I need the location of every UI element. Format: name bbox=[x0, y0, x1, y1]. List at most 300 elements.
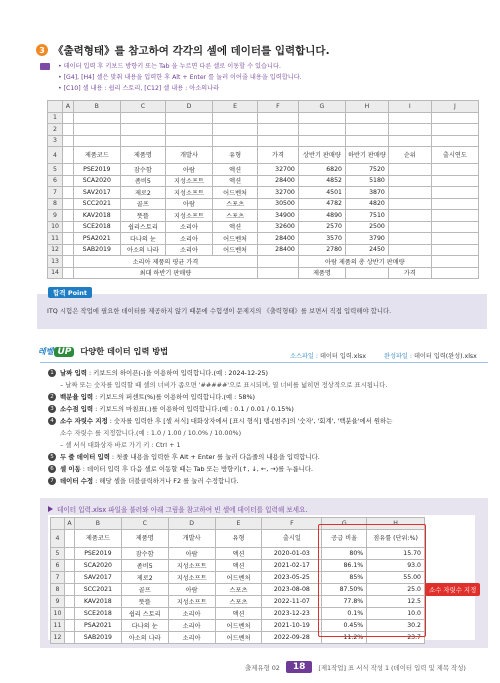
cell[interactable] bbox=[63, 147, 74, 164]
cell[interactable] bbox=[431, 112, 478, 124]
cell[interactable]: 아소의 나라 bbox=[121, 631, 168, 643]
cell[interactable]: 2021-02-17 bbox=[262, 559, 322, 571]
cell[interactable]: 제품명 bbox=[120, 147, 165, 164]
cell[interactable]: 쉽리스토리 bbox=[120, 221, 165, 233]
cell[interactable] bbox=[213, 112, 258, 124]
cell[interactable] bbox=[298, 124, 345, 136]
cell[interactable]: 5180 bbox=[346, 175, 389, 187]
cell[interactable] bbox=[120, 124, 165, 136]
cell[interactable]: SAV2017 bbox=[74, 571, 121, 583]
cell[interactable] bbox=[64, 583, 74, 595]
cell[interactable]: 4501 bbox=[298, 187, 345, 199]
cell[interactable]: 잠수함 bbox=[120, 164, 165, 176]
cell[interactable] bbox=[73, 135, 120, 147]
table-row bbox=[48, 267, 479, 279]
cell[interactable]: SCE2018 bbox=[73, 221, 120, 233]
table-row bbox=[48, 233, 479, 245]
cell[interactable]: SCC2021 bbox=[74, 583, 121, 595]
cell[interactable]: 지성소프트 bbox=[165, 210, 212, 222]
cell[interactable]: 잠수함 bbox=[121, 547, 168, 559]
cell[interactable]: 상반기 판매량 bbox=[298, 147, 345, 164]
cell[interactable]: 어드벤처 bbox=[213, 187, 258, 199]
cell[interactable] bbox=[298, 112, 345, 124]
cell[interactable] bbox=[63, 244, 74, 256]
cell[interactable]: 제품명 bbox=[298, 267, 345, 279]
cell[interactable]: 4890 bbox=[298, 210, 345, 222]
cell[interactable]: 32700 bbox=[258, 187, 299, 199]
column-header[interactable]: E bbox=[215, 518, 262, 530]
cell[interactable] bbox=[388, 175, 431, 187]
cell[interactable]: 2570 bbox=[298, 221, 345, 233]
cell[interactable]: 2500 bbox=[346, 221, 389, 233]
cell[interactable]: 10.0 bbox=[367, 607, 425, 619]
cell[interactable] bbox=[258, 256, 299, 268]
cell[interactable]: KAV2018 bbox=[73, 210, 120, 222]
cell[interactable] bbox=[388, 210, 431, 222]
cell[interactable]: 0.45% bbox=[322, 619, 367, 631]
cell[interactable] bbox=[431, 135, 478, 147]
cell[interactable] bbox=[63, 187, 74, 199]
cell[interactable]: 55.00 bbox=[367, 571, 425, 583]
cell[interactable]: 소리아 bbox=[168, 607, 215, 619]
tip-text: – 셀 서식 대화상자 바로 가기 키 : Ctrl + 1 bbox=[60, 441, 181, 449]
cell[interactable]: 액션 bbox=[215, 559, 262, 571]
cell[interactable]: 액션 bbox=[215, 607, 262, 619]
row-number[interactable]: 12 bbox=[51, 631, 65, 643]
cell[interactable]: 아람 bbox=[168, 547, 215, 559]
cell[interactable]: 다나의 눈 bbox=[120, 233, 165, 245]
cell[interactable]: 2780 bbox=[298, 244, 345, 256]
tip-item bbox=[48, 415, 488, 427]
row-number[interactable]: 1 bbox=[48, 112, 63, 124]
row-number[interactable]: 8 bbox=[51, 583, 65, 595]
cell[interactable]: 2023-05-25 bbox=[262, 571, 322, 583]
cell[interactable]: 30500 bbox=[258, 198, 299, 210]
cell[interactable] bbox=[64, 607, 74, 619]
cell[interactable]: 스포츠 bbox=[213, 210, 258, 222]
tip-number: 5 bbox=[48, 453, 56, 461]
cell[interactable]: 스포츠 bbox=[213, 198, 258, 210]
tip-title: 데이터 수정 bbox=[60, 477, 94, 485]
cell[interactable]: 지성소프트 bbox=[165, 175, 212, 187]
cell[interactable]: 아소의 나라 bbox=[120, 244, 165, 256]
cell[interactable]: 제로2 bbox=[120, 187, 165, 199]
tip-item bbox=[48, 379, 488, 391]
cell[interactable] bbox=[165, 135, 212, 147]
cell[interactable]: 15.70 bbox=[367, 547, 425, 559]
cell[interactable]: 28400 bbox=[258, 175, 299, 187]
tip-item bbox=[48, 367, 488, 379]
tip-text: : 숫자를 입력한 후 [셀 서식] 대화상자에서 [표시 형식] 탭-[범주]의 '숫자', '회계', '백분율'에서 원하는 bbox=[107, 417, 393, 425]
cell[interactable] bbox=[431, 233, 478, 245]
row-number[interactable]: 7 bbox=[51, 571, 65, 583]
cell[interactable]: 23.7 bbox=[367, 631, 425, 643]
point-tag: 합격 Point bbox=[48, 287, 92, 298]
cell[interactable] bbox=[258, 124, 299, 136]
cell[interactable]: 액션 bbox=[215, 547, 262, 559]
header-cell[interactable]: 점유률 (단위:%) bbox=[367, 529, 425, 547]
cell[interactable]: 32700 bbox=[258, 164, 299, 176]
step-header bbox=[36, 42, 486, 58]
table-row bbox=[48, 124, 479, 136]
column-header[interactable]: H bbox=[367, 518, 425, 530]
cell[interactable] bbox=[64, 547, 74, 559]
tip-item bbox=[48, 475, 488, 487]
header-cell[interactable]: 유형 bbox=[215, 529, 262, 547]
cell[interactable] bbox=[120, 112, 165, 124]
cell[interactable]: 소리아 bbox=[165, 233, 212, 245]
cell[interactable]: 소리아 제품의 평균 가격 bbox=[73, 256, 257, 268]
cell[interactable]: SCE2018 bbox=[74, 607, 121, 619]
cell[interactable]: 제품코드 bbox=[73, 147, 120, 164]
tip-number: 1 bbox=[48, 369, 56, 377]
cell[interactable] bbox=[63, 210, 74, 222]
column-header[interactable]: D bbox=[165, 101, 212, 113]
row-number[interactable]: 11 bbox=[51, 619, 65, 631]
cell[interactable]: 2020-01-03 bbox=[262, 547, 322, 559]
tip-text: : 키보드의 마침표(.)를 이용하여 입력합니다.(예 : 0.1 / 0.01 / 0.15%) bbox=[93, 405, 294, 413]
cell[interactable] bbox=[346, 135, 389, 147]
row-number[interactable]: 4 bbox=[48, 147, 63, 164]
column-header[interactable]: F bbox=[262, 518, 322, 530]
levelup-badge: 레벨 bbox=[38, 347, 54, 356]
cell[interactable]: 좀비5 bbox=[120, 175, 165, 187]
header-cell[interactable]: 출시일 bbox=[262, 529, 322, 547]
column-header[interactable] bbox=[48, 101, 63, 113]
cell[interactable] bbox=[63, 267, 74, 279]
cell[interactable] bbox=[298, 135, 345, 147]
cell[interactable]: 2450 bbox=[346, 244, 389, 256]
cell[interactable]: 쉽리 스토리 bbox=[121, 607, 168, 619]
column-header[interactable]: F bbox=[258, 101, 299, 113]
cell[interactable]: 지성소프트 bbox=[168, 559, 215, 571]
cell[interactable] bbox=[64, 595, 74, 607]
cell[interactable]: 어드벤처 bbox=[215, 631, 262, 643]
keyboard-icon bbox=[40, 63, 50, 70]
cell[interactable] bbox=[388, 164, 431, 176]
cell[interactable]: 어드벤처 bbox=[213, 244, 258, 256]
cell[interactable] bbox=[346, 267, 389, 279]
note-item: • 데이터 입력 후 키보드 방향키 또는 Tab 을 누르면 다른 셀로 이동할 수 있습니다. bbox=[40, 61, 480, 72]
column-header[interactable]: D bbox=[168, 518, 215, 530]
cell[interactable]: 7510 bbox=[346, 210, 389, 222]
cell[interactable] bbox=[63, 112, 74, 124]
cell[interactable]: 6820 bbox=[298, 164, 345, 176]
column-header-row bbox=[48, 101, 479, 113]
step-title: 《출력형태》를 참고하여 각각의 셀에 데이터를 입력합니다. bbox=[53, 44, 330, 57]
cell[interactable] bbox=[64, 559, 74, 571]
column-header[interactable]: J bbox=[431, 101, 478, 113]
cell[interactable]: PSE2019 bbox=[74, 547, 121, 559]
row-number[interactable]: 9 bbox=[48, 210, 63, 222]
tip-text: : 해당 셀을 더블클릭하거나 F2 를 눌러 수정합니다. bbox=[93, 477, 239, 485]
cell[interactable] bbox=[388, 244, 431, 256]
cell[interactable]: 25.0 bbox=[367, 583, 425, 595]
cell[interactable]: 77.8% bbox=[322, 595, 367, 607]
table-row bbox=[48, 210, 479, 222]
tip-text: : 키보드의 퍼센트(%)를 이용하여 입력합니다.(예 : 58%) bbox=[93, 393, 256, 401]
cell[interactable]: 아람 bbox=[168, 583, 215, 595]
cell[interactable]: PSE2019 bbox=[73, 164, 120, 176]
cell[interactable]: 2023-08-08 bbox=[262, 583, 322, 595]
cell[interactable]: 34900 bbox=[258, 210, 299, 222]
cell[interactable]: 어드벤처 bbox=[215, 619, 262, 631]
tip-item bbox=[48, 451, 488, 463]
cell[interactable] bbox=[388, 187, 431, 199]
cell[interactable]: 유형 bbox=[213, 147, 258, 164]
cell[interactable]: 3790 bbox=[346, 233, 389, 245]
cell[interactable] bbox=[388, 135, 431, 147]
cell[interactable] bbox=[120, 135, 165, 147]
row-number[interactable]: 10 bbox=[48, 221, 63, 233]
cell[interactable]: 최대 하반기 판매량 bbox=[73, 267, 257, 279]
header-cell[interactable]: 제품명 bbox=[121, 529, 168, 547]
cell[interactable] bbox=[431, 164, 478, 176]
cell[interactable]: PSA2021 bbox=[73, 233, 120, 245]
cell[interactable] bbox=[431, 124, 478, 136]
cell[interactable]: 스포츠 bbox=[215, 595, 262, 607]
cell[interactable] bbox=[165, 124, 212, 136]
tip-text: 소수 자릿수 를 지정합니다.(예 : 1.0 / 1.00 / 10.0% / 10.00%) bbox=[60, 429, 242, 437]
column-header[interactable]: A bbox=[64, 518, 74, 530]
cell[interactable]: 87.50% bbox=[322, 583, 367, 595]
row-number[interactable]: 6 bbox=[51, 559, 65, 571]
cell[interactable]: 좀비5 bbox=[121, 559, 168, 571]
cell[interactable]: 스포츠 bbox=[215, 583, 262, 595]
cell[interactable] bbox=[431, 267, 478, 279]
cell[interactable] bbox=[63, 198, 74, 210]
cell[interactable]: 지성소프트 bbox=[165, 187, 212, 199]
row-number[interactable]: 11 bbox=[48, 233, 63, 245]
arrow-icon bbox=[48, 506, 53, 512]
cell[interactable]: 3570 bbox=[298, 233, 345, 245]
cell[interactable]: 액션 bbox=[213, 175, 258, 187]
cell[interactable] bbox=[63, 233, 74, 245]
cell[interactable]: 출시연도 bbox=[431, 147, 478, 164]
cell[interactable]: 2022-09-28 bbox=[262, 631, 322, 643]
cell[interactable]: SAB2019 bbox=[74, 631, 121, 643]
tip-item bbox=[48, 391, 488, 403]
cell[interactable] bbox=[64, 619, 74, 631]
cell[interactable]: PSA2021 bbox=[74, 619, 121, 631]
table-row bbox=[48, 256, 479, 268]
column-header[interactable]: H bbox=[346, 101, 389, 113]
row-number[interactable]: 5 bbox=[48, 164, 63, 176]
source-file-info: 소스파일 : 데이터 입력.xlsx bbox=[290, 353, 367, 360]
cell[interactable]: 어드벤처 bbox=[215, 571, 262, 583]
row-number[interactable]: 5 bbox=[51, 547, 65, 559]
cell[interactable] bbox=[73, 112, 120, 124]
cell[interactable]: 순위 bbox=[388, 147, 431, 164]
cell[interactable]: 93.0 bbox=[367, 559, 425, 571]
column-header[interactable]: I bbox=[388, 101, 431, 113]
row-number[interactable]: 8 bbox=[48, 198, 63, 210]
cell[interactable] bbox=[63, 175, 74, 187]
cell[interactable]: 32600 bbox=[258, 221, 299, 233]
tip-item bbox=[48, 463, 488, 475]
point-text: ITQ 시험은 작업에 필요한 데이터를 제공하지 않기 때문에 수험생이 문제지의 《출력형태》를 보면서 직접 입력해야 합니다. bbox=[47, 307, 392, 315]
cell[interactable]: 가격 bbox=[258, 147, 299, 164]
cell[interactable]: 28400 bbox=[258, 233, 299, 245]
cell[interactable] bbox=[64, 571, 74, 583]
tip-text: : 첫줄 내용을 입력한 후 Alt + Enter 를 눌러 다음줄의 내용을 입력합니다. bbox=[109, 453, 320, 461]
cell[interactable]: 85% bbox=[322, 571, 367, 583]
row-number[interactable]: 14 bbox=[48, 267, 63, 279]
table-row bbox=[48, 198, 479, 210]
cell[interactable]: SCA2020 bbox=[73, 175, 120, 187]
cell[interactable] bbox=[165, 112, 212, 124]
table-row bbox=[48, 244, 479, 256]
cell[interactable]: 뜻뜰 bbox=[120, 210, 165, 222]
row-number[interactable]: 9 bbox=[51, 595, 65, 607]
cell[interactable]: 다나의 눈 bbox=[121, 619, 168, 631]
row-number[interactable]: 10 bbox=[51, 607, 65, 619]
cell[interactable] bbox=[258, 112, 299, 124]
cell[interactable] bbox=[346, 124, 389, 136]
cell[interactable]: 7520 bbox=[346, 164, 389, 176]
cell[interactable] bbox=[388, 221, 431, 233]
tip-item bbox=[48, 427, 488, 439]
cell[interactable]: 소리아 bbox=[168, 631, 215, 643]
cell[interactable] bbox=[388, 198, 431, 210]
cell[interactable] bbox=[63, 256, 74, 268]
table-row bbox=[48, 187, 479, 199]
cell[interactable] bbox=[213, 124, 258, 136]
cell[interactable]: SAB2019 bbox=[73, 244, 120, 256]
cell[interactable]: 개발사 bbox=[165, 147, 212, 164]
column-header[interactable]: G bbox=[298, 101, 345, 113]
cell[interactable]: 아람 bbox=[165, 164, 212, 176]
cell[interactable] bbox=[63, 124, 74, 136]
cell[interactable]: 어드벤처 bbox=[213, 233, 258, 245]
cell[interactable]: 4852 bbox=[298, 175, 345, 187]
column-header[interactable]: C bbox=[120, 101, 165, 113]
cell[interactable] bbox=[346, 112, 389, 124]
cell[interactable]: SCC2021 bbox=[73, 198, 120, 210]
cell[interactable]: 제로2 bbox=[121, 571, 168, 583]
cell[interactable] bbox=[431, 198, 478, 210]
row-number[interactable]: 13 bbox=[48, 256, 63, 268]
footer-left: 출제유형 02 bbox=[245, 663, 280, 672]
cell[interactable] bbox=[258, 267, 299, 279]
cell[interactable] bbox=[73, 124, 120, 136]
point-box bbox=[37, 294, 487, 329]
cell[interactable]: 지성소프트 bbox=[168, 595, 215, 607]
practice-instruction: 데이터 입력.xlsx 파일을 불러와 아래 그림을 참고하여 빈 셀에 데이터를 입력해 보세요. bbox=[48, 504, 308, 514]
column-header[interactable]: C bbox=[121, 518, 168, 530]
cell[interactable]: 아람 제품의 총 상반기 판매량 bbox=[298, 256, 431, 268]
cell[interactable]: 가격 bbox=[388, 267, 431, 279]
cell[interactable] bbox=[431, 221, 478, 233]
cell[interactable]: SAV2017 bbox=[73, 187, 120, 199]
column-header[interactable]: E bbox=[213, 101, 258, 113]
cell[interactable]: 소리아 bbox=[168, 619, 215, 631]
tip-number: 3 bbox=[48, 405, 56, 413]
cell[interactable] bbox=[431, 210, 478, 222]
cell[interactable] bbox=[388, 233, 431, 245]
header-cell[interactable]: 개발사 bbox=[168, 529, 215, 547]
cell[interactable]: KAV2018 bbox=[74, 595, 121, 607]
note-item: • [C10] 셀 내용 : 쉽리 스토리, [C12] 셀 내용 : 아소의나라 bbox=[58, 85, 220, 92]
tip-text: : 키보드의 하이픈(-)을 이용하여 입력합니다.(예 : 2024-12-25) bbox=[86, 369, 269, 377]
cell[interactable]: 28400 bbox=[258, 244, 299, 256]
cell[interactable]: 아람 bbox=[165, 198, 212, 210]
column-header[interactable]: B bbox=[74, 518, 121, 530]
cell[interactable] bbox=[63, 221, 74, 233]
cell[interactable]: 2023-12-23 bbox=[262, 607, 322, 619]
cell[interactable]: 골프 bbox=[121, 583, 168, 595]
spreadsheet-output bbox=[47, 100, 479, 279]
cell[interactable]: 2022-11-07 bbox=[262, 595, 322, 607]
cell[interactable]: SCA2020 bbox=[74, 559, 121, 571]
tip-number: 2 bbox=[48, 393, 56, 401]
row-number[interactable]: 12 bbox=[48, 244, 63, 256]
row-number[interactable]: 3 bbox=[48, 135, 63, 147]
cell[interactable]: 12.5 bbox=[367, 595, 425, 607]
cell[interactable]: 11.2% bbox=[322, 631, 367, 643]
tip-title: 소수점 입력 bbox=[60, 405, 94, 413]
cell[interactable]: 4782 bbox=[298, 198, 345, 210]
column-header[interactable]: G bbox=[322, 518, 367, 530]
column-header[interactable] bbox=[51, 518, 65, 530]
cell[interactable]: 지성소프트 bbox=[168, 571, 215, 583]
cell[interactable]: 30.2 bbox=[367, 619, 425, 631]
cell[interactable] bbox=[213, 135, 258, 147]
tip-item bbox=[48, 403, 488, 415]
cell[interactable] bbox=[63, 164, 74, 176]
footer-right: [제1작업] 표 서식 작성 1 (데이터 입력 및 제목 작성) bbox=[318, 663, 466, 672]
cell[interactable] bbox=[63, 135, 74, 147]
cell[interactable]: 소리아 bbox=[165, 221, 212, 233]
cell[interactable] bbox=[388, 112, 431, 124]
cell[interactable]: 소리아 bbox=[165, 244, 212, 256]
cell[interactable] bbox=[431, 244, 478, 256]
levelup-title: 다양한 데이터 입력 방법 bbox=[80, 346, 169, 356]
cell[interactable] bbox=[431, 175, 478, 187]
cell[interactable] bbox=[431, 187, 478, 199]
cell[interactable]: 86.1% bbox=[322, 559, 367, 571]
row-number[interactable]: 6 bbox=[48, 175, 63, 187]
cell[interactable]: 골프 bbox=[120, 198, 165, 210]
row-number[interactable]: 7 bbox=[48, 187, 63, 199]
column-header[interactable]: A bbox=[63, 101, 74, 113]
cell[interactable] bbox=[388, 124, 431, 136]
column-header[interactable]: B bbox=[73, 101, 120, 113]
cell[interactable]: 액션 bbox=[213, 221, 258, 233]
cell[interactable]: 0.1% bbox=[322, 607, 367, 619]
cell[interactable]: 하반기 판매량 bbox=[346, 147, 389, 164]
row-number[interactable]: 4 bbox=[51, 529, 65, 547]
cell[interactable]: 뜻뜰 bbox=[121, 595, 168, 607]
table-row bbox=[48, 112, 479, 124]
header-cell[interactable] bbox=[64, 529, 74, 547]
notes bbox=[40, 61, 480, 94]
row-number[interactable]: 2 bbox=[48, 124, 63, 136]
cell[interactable]: 2021-10-19 bbox=[262, 619, 322, 631]
header-cell[interactable]: 제품코드 bbox=[74, 529, 121, 547]
cell[interactable]: 3870 bbox=[346, 187, 389, 199]
header-cell[interactable]: 공급 비율 bbox=[322, 529, 367, 547]
cell[interactable] bbox=[64, 631, 74, 643]
page-number: 18 bbox=[286, 661, 313, 673]
cell[interactable]: 80% bbox=[322, 547, 367, 559]
cell[interactable] bbox=[431, 256, 478, 268]
table-row bbox=[48, 164, 479, 176]
tip-title: 셀 이동 bbox=[60, 465, 81, 473]
cell[interactable] bbox=[258, 135, 299, 147]
cell[interactable]: 액션 bbox=[213, 164, 258, 176]
cell[interactable]: 4820 bbox=[346, 198, 389, 210]
